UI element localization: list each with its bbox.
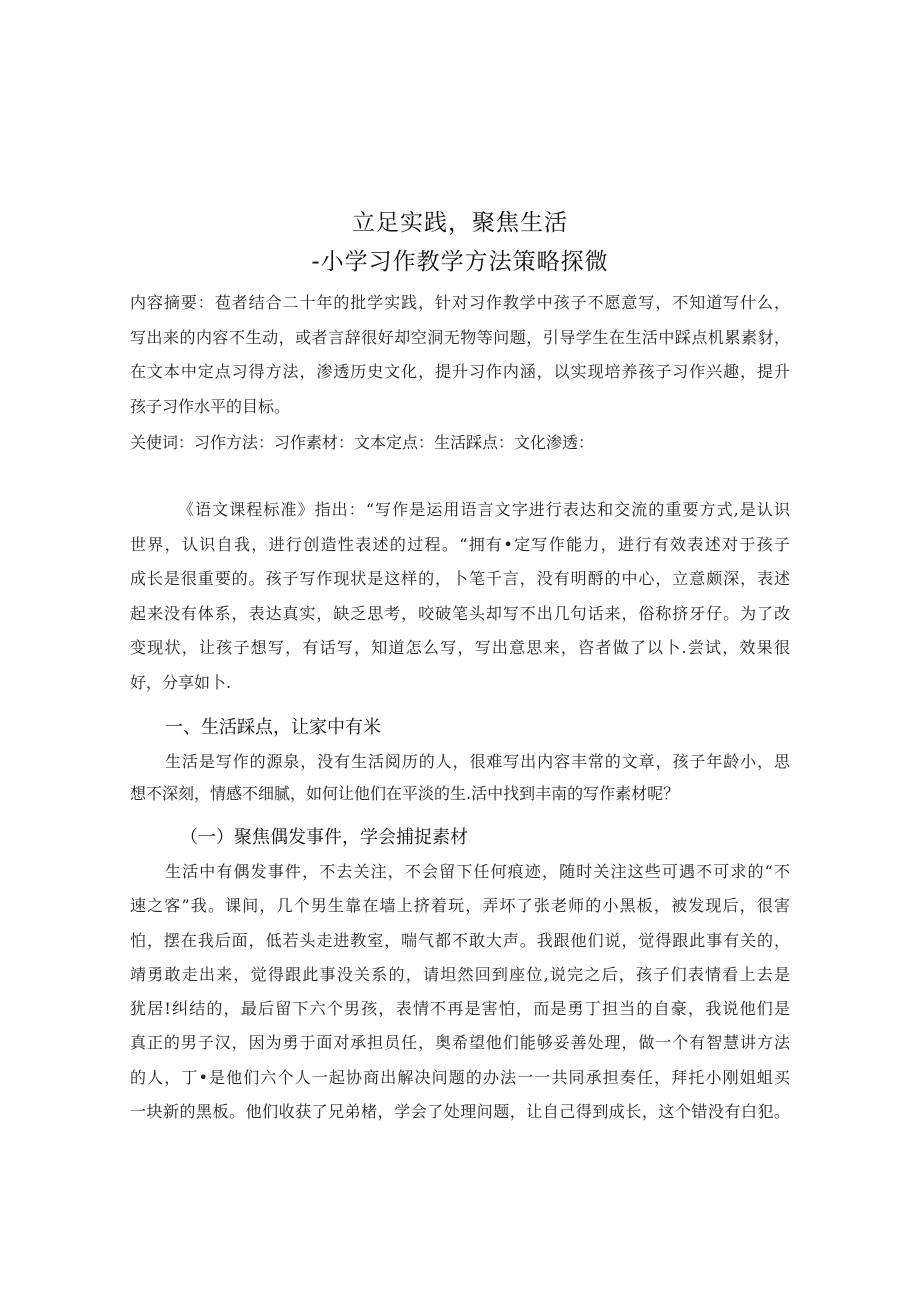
section1-paragraph bbox=[130, 746, 790, 810]
paragraph-line: 靖勇敢走出来，觉得跟此事没关系的，请坦然回到座位,说完之后，孩子们表情看上去是 bbox=[130, 964, 790, 984]
paragraph-line: 成长是很重要的。孩子写作现状是这样的，卜笔千言，没有明酹的中心，立意颇深，表述 bbox=[130, 569, 790, 588]
paragraph-line: 速之客”我。课间，几个男生靠在墙上挤着玩，弄坏了张老师的小黑板，被发现后，很害 bbox=[130, 896, 790, 916]
section2-paragraph bbox=[130, 855, 790, 1129]
paragraph-line: 想不深刻，情感不细腻，如何让他们在平淡的生.活中找到丰南的写作素材呢？ bbox=[130, 784, 680, 803]
paragraph-line: 生活是写作的源泉，没有生活阅历的人，很难写出内容丰常的文章，孩子年龄小，思 bbox=[165, 752, 790, 771]
paragraph-line: 一块新的黑板。他们收获了兄弟楮，学会了处理问题，让自己得到成长，这个错没有白犯。 bbox=[130, 1102, 790, 1122]
paragraph-line: 的人，丁•是他们六个人一起协商出解决问题的办法一一共同承担奏任，拜托小刚姐蛆买 bbox=[130, 1067, 790, 1087]
abstract-line: 在文本中定点习得方法，渗透历史文化，提升习作内涵，以实现培养孩子习作兴趣，提升 bbox=[130, 362, 790, 381]
paragraph-line: 变现状，让孩子想写，有话写，知道怎么写，写出意思来，咨者做了以卜.尝试，效果很 bbox=[130, 638, 790, 657]
paragraph-line: 怕，摆在我后面，低若头走进教室，喘气都不敢大声。我跟他们说，觉得跟此事有关的， bbox=[130, 930, 790, 950]
section-heading-1: 一、生活踩点，让家中有米 bbox=[165, 717, 381, 738]
paragraph-line: 犹居!纠结的，最后留下六个男孩，表情不再是害怕，而是勇丁担当的自豪，我说他们是 bbox=[130, 999, 790, 1019]
paragraph-line: 真正的男子汉，因为勇于面对承担员任，奥希望他们能够妥善处理，做一个有智慧讲方法 bbox=[130, 1033, 790, 1053]
paragraph-line: 好，分享如卜. bbox=[130, 672, 232, 692]
paragraph-line: 世界，认识自我，进行创造性表述的过程。“拥有•定写作能力，进行有效表述对于孩子 bbox=[130, 534, 790, 554]
paragraph-line: 起来没有体系，表达真实，缺乏思考，咬破笔头却写不出几句话来，俗称挤牙仔。为了改 bbox=[130, 603, 790, 623]
keywords-line: 关使词：习作方法：习作素材：文本定点：生活踩点：文化渗透： bbox=[130, 433, 595, 452]
abstract-line: 写出来的内容不生动，或者言辞很好却空洞无物等问题，引导学生在生活中踩点机累素豺， bbox=[130, 327, 790, 347]
document-subtitle: -小学习作教学方法策略探微 bbox=[311, 249, 609, 275]
abstract-line: 孩子习作水平的目标。 bbox=[130, 396, 291, 416]
document-title: 立足实践，聚焦生活 bbox=[352, 210, 568, 236]
keywords bbox=[130, 425, 790, 461]
intro-paragraph bbox=[130, 493, 790, 700]
paragraph-line: 《语文课程标准》指出：“写作是运用语言文字进行表达和交流的重要方式,是认识 bbox=[178, 500, 790, 519]
abstract-line: 内容摘要：苞者结合二十年的批学实践，针对习作教学中孩子不愿意写，不知道写什么， bbox=[130, 293, 790, 312]
section-heading-2: （一）聚焦偶发事件，学会捕捉素材 bbox=[180, 827, 468, 848]
abstract bbox=[130, 286, 790, 424]
paragraph-line: 生活中有偶发事件，不去关注，不会留下任何痕迹，随时关注这些可遇不可求的“不 bbox=[165, 862, 790, 881]
